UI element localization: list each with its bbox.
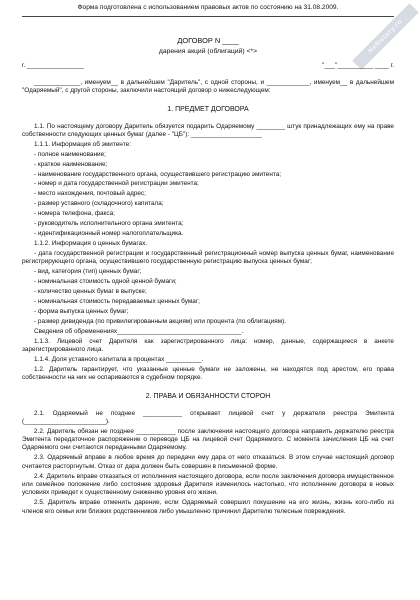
clause-paragraph: - номера телефона, факса; <box>34 210 115 218</box>
clause-paragraph: 1.1.2. Информация о ценных бумагах. <box>34 240 148 247</box>
city-date-line <box>22 62 394 70</box>
clause-paragraph: - идентификационный номер налогоплательщика. <box>34 230 184 238</box>
clause-paragraph: 1.1.4. Доля уставного капитала в процентах __________. <box>34 355 204 363</box>
document-title: ДОГОВОР N ____ <box>177 36 239 45</box>
clause-paragraph: - место нахождения, почтовый адрес; <box>34 190 146 198</box>
clause-paragraph: - вид, категория (тип) ценных бумаг; <box>34 268 142 276</box>
clause-paragraph: Сведения об обременениях___________________________________. <box>34 327 244 335</box>
clause-paragraph: 2.5. Даритель вправе отменить дарение, если Одаряемый совершил покушение на его жизнь, жизнь кого-либо из членов его семьи или близких родственников либо умышленно причинил Дарителю телесные повреждения. <box>22 499 394 515</box>
preamble <box>22 79 394 96</box>
clause-paragraph: - количество ценных бумаг в выпуске; <box>34 288 147 296</box>
date-field: "___"__________ ____ г. <box>322 62 394 70</box>
clause-paragraph: 1.1.3. Лицевой счет Дарителя как зарегистрированного лица: номер, данные, содержащиеся в анкете зарегистрированного лица. <box>22 337 394 353</box>
clause-paragraph: - полное наименование; <box>34 150 106 158</box>
watermark-ribbon: NeNotary.ru <box>352 3 419 70</box>
clause-paragraph: - номер и дата государственной регистрации эмитента; <box>34 180 199 188</box>
clause-paragraph: - дата государственной регистрации и государственный регистрационный номер выпуска ценных бумаг, наименование регистрирующего органа, осуществившего государственную регистрацию выпуска ценных бумаг; <box>22 249 394 266</box>
clause-paragraph: 1.1.1. Информация об эмитенте: <box>34 140 132 148</box>
clause-paragraph: 2.4. Даритель вправе отказаться от исполнения настоящего договора, если после заключения договора имущественное или семейное положение либо состояние здоровья Дарителя изменилось настолько, что исполнение договора в новых условиях приведет к существенному снижению уровня его жизни. <box>22 472 394 497</box>
clause-paragraph: - краткое наименование; <box>34 160 108 168</box>
clause-paragraph: 2.3. Одаряемый вправе в любое время до передачи ему дара от него отказаться. В этом случае настоящий договор считается расторгнутым. Отказ от дара должен быть совершен в письменной форме. <box>22 454 394 470</box>
clause-paragraph: - руководитель исполнительного органа эмитента; <box>34 220 184 228</box>
document-subtitle: дарения акций (облигаций) <*> <box>158 47 258 55</box>
clause-paragraph: 1.1. По настоящему договору Даритель обязуется подарить Одаряемому ________ штук принадлежащих ему на праве собственности следующих ценных бумаг (далее - "ЦБ"): ____________________ <box>22 122 394 138</box>
city-field: г. ________________ <box>22 62 84 70</box>
section-2-title: 2. ПРАВА И ОБЯЗАННОСТИ СТОРОН <box>145 393 271 401</box>
section-1-body <box>22 123 394 383</box>
clause-paragraph: - наименование государственного органа, осуществившего регистрацию эмитента; <box>34 170 282 178</box>
header-note: Форма подготовлена с использованием правовых актов по состоянию на 31.08.2009. <box>22 4 394 17</box>
clause-paragraph: - номинальная стоимость одной ценной бумаги; <box>34 278 177 286</box>
section-1-title: 1. ПРЕДМЕТ ДОГОВОРА <box>167 106 249 114</box>
document-body <box>22 36 394 517</box>
clause-paragraph: - размер дивиденда (по привилегированным акциям) или процента (по облигациям). <box>34 317 287 325</box>
clause-paragraph: 2.1. Одаряемый не позднее ___________ открывает лицевой счет у держателя реестра Эмитента (_______________________). <box>22 409 394 425</box>
clause-paragraph: - размер уставного (складочного) капитала; <box>34 200 164 208</box>
clause-paragraph: 1.2. Даритель гарантирует, что указанные ценные бумаги не заложены, не находятся под арестом, его права собственности на них не оспариваются в судебном порядке. <box>22 365 394 382</box>
clause-paragraph: - номинальная стоимость передаваемых ценных бумаг; <box>34 297 200 305</box>
clause-paragraph: - форма выпуска ценных бумаг; <box>34 307 129 315</box>
clause-paragraph: 2.2. Даритель обязан не позднее ___________ после заключения настоящего договора направить держателю реестра Эмитента передаточное распоряжение о переводе ЦБ на лицевой счет Одаряемого. С момента зачисления ЦБ на счет Одаряемого они считаются переданными Одаряемому. <box>22 427 394 452</box>
section-2-body <box>22 410 394 516</box>
preamble-paragraph: _____________, именуем__ в дальнейшем "Даритель", с одной стороны, и ____________, именуем__ в дальнейшем "Одаряемый", с другой стороны, заключили настоящий договор о нижеследующем: <box>22 78 394 95</box>
